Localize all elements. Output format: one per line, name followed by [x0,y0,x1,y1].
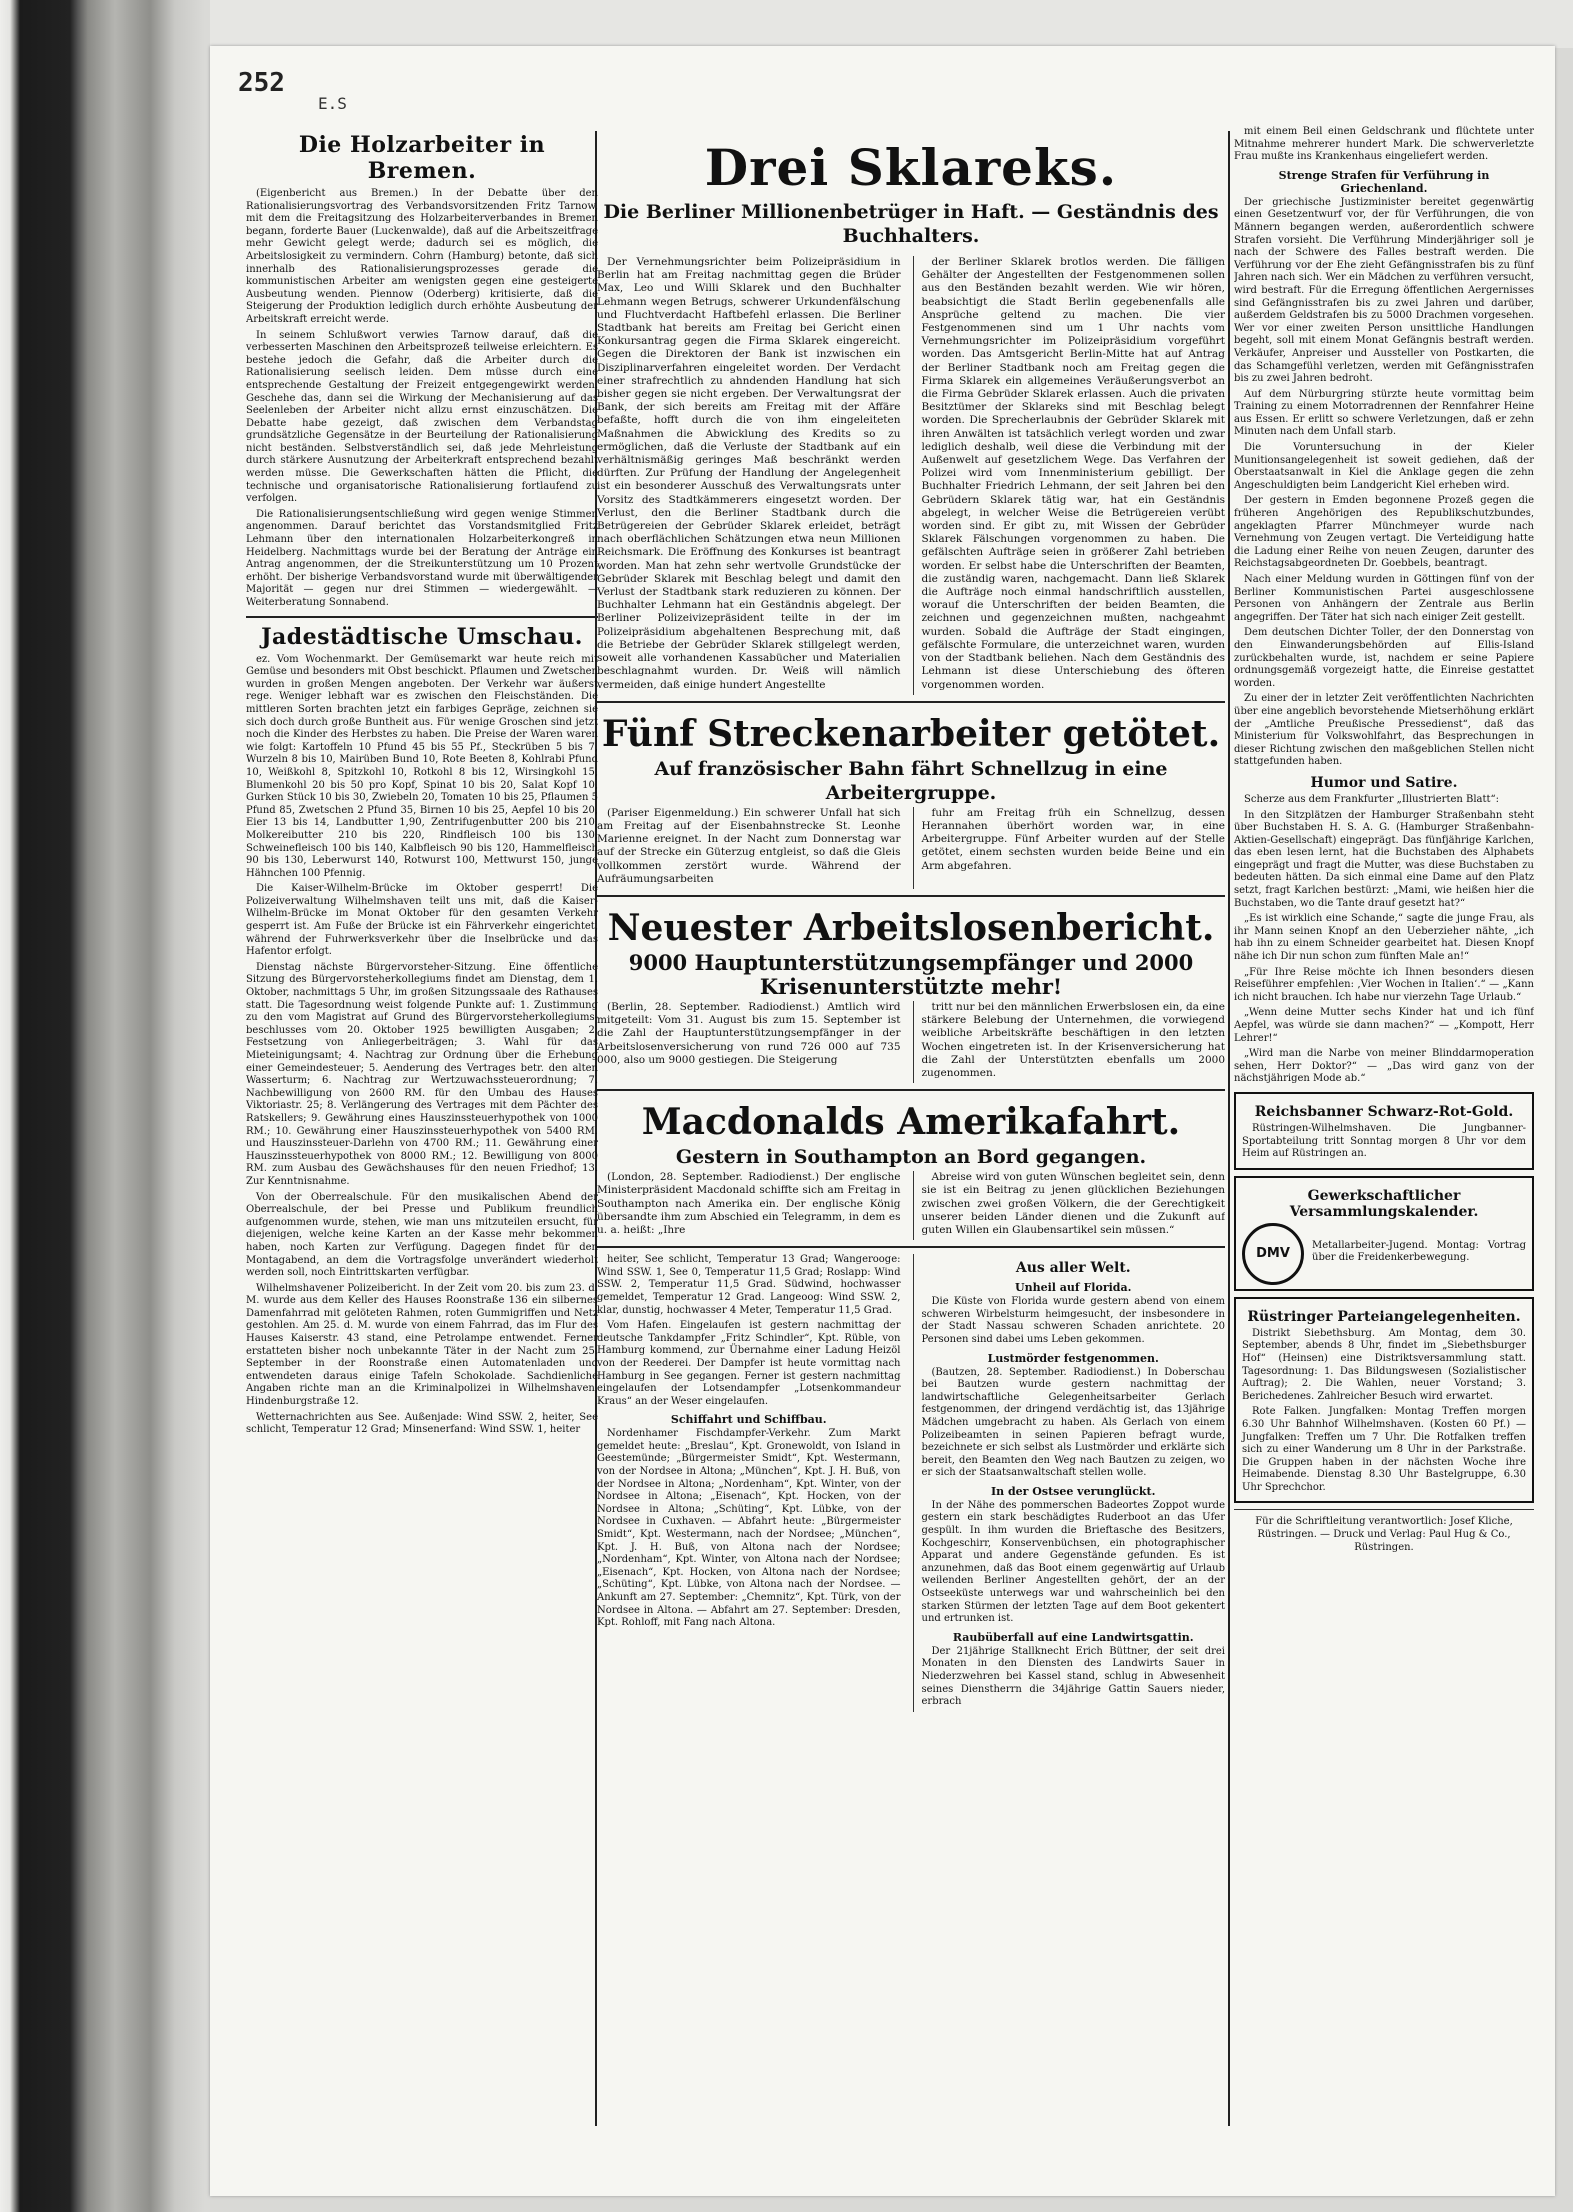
divider [597,895,1225,897]
imprint: Für die Schriftleitung verantwortlich: Josef Kliche, Rüstringen. — Druck und Verlag: Paul Hug & Co., Rüstringen. [1255,1516,1513,1553]
article-paragraph: (Eigenbericht aus Bremen.) In der Debatte über den Rationalisierungsvortrag des Verbandsvorsitzenden Fritz Tarnow, mit dem die Freitagsitzung des Holzarbeiterverbandes in Bremen begann, forderte Bauer (Luckenwalde), daß auf die Arbeitszeitfrage mehr Gewicht gelegt werde; dadurch sei es möglich, die Arbeitslosigkeit zu vermindern. Cohrn (Hamburg) betonte, daß sich innerhalb des Rationalisierungsprozesses gerade die kommunistischen Arbeiter am wenigsten gegen eine gesteigerte Ausbeutung wenden. Piennow (Oderberg) kritisierte, daß die Steigerung der Produktion lediglich durch erhöhte Ausbeutung der Arbeitskraft erreicht werde. [246,188,598,325]
page-number: 252 [238,68,285,98]
article-paragraph: Von der Oberrealschule. Für den musikalischen Abend der Oberrealschule, der bei Presse und Publikum freundlich aufgenommen wurde, stehen, wie man uns mitzuteilen ersucht, für diejenigen, welche keine Karten an der Kasse mehr bekommen haben, noch Karten zur Verfügung. Dagegen findet für den Montagabend, an dem die Vortragsfolge unverändert wiederholt werden soll, noch Eintrittskarten verfügbar. [246,1191,598,1279]
divider [597,1089,1225,1091]
article-paragraph: der Berliner Sklarek brotlos werden. Die fälligen Gehälter der Angestellten der Festgenommenen sollen aus den Beständen bezahlt werden. Wie wir hören, beabsichtigt die Stadt Berlin gegebenenfalls alle Ansprüche geltend zu machen. Die vier Festgenommenen sind um 1 Uhr nachts vom Vernehmungsrichter im Polizeipräsidium vorgeführt worden. Das Amtsgericht Berlin-Mitte hat auf Antrag der Berliner Stadtbank noch am Freitag gegen die Firma Sklarek ein allgemeines Veräußerungsverbot an die Firma Gebrüder Sklarek erlassen. Auch die privaten Besitztümer der Sklareks sind mit Beschlag belegt worden. Die Sprecherlaubnis der Gebrüder Sklarek mit ihren Anwälten ist tatsächlich verlegt worden und zwar lediglich deshalb, weil diese die Verbindung mit der Außenwelt auf gesetzlichem Wege. Das Verfahren der Polizei wird vom Innenministerium gebilligt. Der Buchhalter Friedrich Lehmann, der seit Jahren bei den Gebrüdern Sklarek tätig war, hat ein Geständnis abgelegt, in welcher Weise die Betrügereien verübt worden sind. Er gibt zu, mit Wissen der Gebrüder Sklarek Fälschungen vorgenommen zu haben. Die gefälschten Aufträge seien in größerer Zahl betrieben worden. Er selbst habe die Unterschriften der Beamten, die zuständig waren, nachgemacht. Dann ließ Sklarek die Aufträge noch einmal handschriftlich ausstellen, worauf die Unterschriften der beiden Beamten, die zeichnen und gegenzeichnen mußten, nachgeahmt wurden. Sobald die Aufträge der Stadt eingingen, gefälschte Formulare, die unterzeichnet waren, wurden von der Stadtbank beliehen. Nach dem Geständnis des Lehmann ist diese Unterschiebung des öfteren vorgenommen worden. [921,256,1225,691]
article-paragraph: Der gestern in Emden begonnene Prozeß gegen die früheren Angehörigen des Republikschutzbundes, angeklagten Pfarrer Münchmeyer wurde nach Vernehmung von Zeugen vertagt. Die Verteidigung hatte die Ladung einer Reihe von neuen Zeugen, darunter des Reichstagsabgeordneten Dr. Goebbels, beantragt. [1234,495,1534,570]
subheadline: 9000 Hauptunterstützungsempfänger und 2000 Krisenunterstützte mehr! [628,949,1194,999]
item-title: Lustmörder festgenommen. [987,1351,1159,1365]
article-paragraph: Die Kaiser-Wilhelm-Brücke im Oktober gesperrt! Die Polizeiverwaltung Wilhelmshaven teilt uns mit, daß die Kaiser-Wilhelm-Brücke im Monat Oktober für den gesamten Verkehr gesperrt ist. Am Fuße der Brücke ist ein Fährverkehr eingerichtet, während der Fuhrwerksverkehr über die Inselbrücke und das Hafentor erfolgt. [246,883,598,958]
newspaper-page [210,46,1555,2196]
article-paragraph: Scherze aus dem Frankfurter „Illustrierten Blatt“: [1244,793,1500,805]
subheadline: Die Berliner Millionenbetrüger in Haft. — Geständnis des Buchhalters. [603,201,1219,247]
notice-text: Rüstringen-Wilhelmshaven. Die Jungbanner-Sportabteilung tritt Sonntag morgen 8 Uhr vor dem Heim auf Rüstringen an. [1242,1122,1526,1160]
notice-title: Rüstringer Parteiangelegenheiten. [1247,1308,1521,1325]
lower-section [597,1254,1225,1712]
notice-text: Rote Falken. Jungfalken: Montag Treffen morgen 6.30 Uhr Bahnhof Wilhelmshaven. (Kosten 60 Pf.) — Jungfalken: Treffen um 7 Uhr. Die Rotfalken treffen sich zu einer Wanderung um 8 Uhr in der Parkstraße. Die Gruppen haben in der nächsten Woche ihre Heimabende. Dienstag 8.30 Uhr Bastelgruppe, 6.30 Uhr Sprechchor. [1242,1406,1526,1493]
article-paragraph: Die Voruntersuchung in der Kieler Munitionsangelegenheit ist soweit gediehen, daß der Oberstaatsanwalt in Kiel die Anklage gegen die zehn Angeschuldigten beim Landgericht Kiel erheben wird. [1234,442,1534,491]
subheadline: Auf französischer Bahn fährt Schnellzug in eine Arbeitergruppe. [654,757,1168,804]
article-paragraph: Der griechische Justizminister bereitet gegenwärtig einen Gesetzentwurf vor, der für Verführungen, die von Männern begangen werden, außerordentlich schwere Strafen vorsieht. Die Verführung Minderjähriger soll je nach der Schwere des Falles bestraft werden. Die Verführung vor der Ehe zieht Gefängnisstrafen bis zu fünf Jahren nach sich. Wer ein Mädchen zu verführen versucht, wird bestraft. Für die Erregung öffentlichen Aergernisses sind Gefängnisstrafen bis zu zwei Jahren und darüber, außerdem Geldstrafen bis zu 5000 Drachmen vorgesehen. Wer vor einer zweiten Person unsittliche Handlungen begeht, soll mit einem Monat Gefängnis bestraft werden. Verkäufer, Anpreiser und Aussteller von Postkarten, die das Schamgefühl verletzen, werden mit Gefängnisstrafen bis zu zwei Jahren bedroht. [1234,196,1534,385]
article-body [597,1171,1225,1240]
subheadline: Gestern in Southampton an Bord gegangen. [675,1146,1147,1169]
column-rule [1228,131,1230,2126]
headline: Neuester Arbeitslosenbericht. [607,906,1215,949]
page-mark: E.S [318,94,347,113]
article-paragraph: Der 21jährige Stallknecht Erich Büttner, der seit drei Monaten in den Diensten des Landwirts Sauer in Niederzwehren bei Kassel stand, schlug in Abwesenheit seines Dienstherrn die 34jährige Gattin Sauers nieder, erbrach [921,1645,1225,1708]
headline: Macdonalds Amerikafahrt. [641,1101,1181,1144]
left-column [246,126,598,2126]
article-paragraph: Die Rationalisierungsentschließung wird gegen wenige Stimmen angenommen. Darauf berichtet das Vorstandsmitglied Fritz Lehmann über den internationalen Holzarbeiterkongreß in Heidelberg. Nachmittags wurde bei der Beratung der Anträge ein Antrag angenommen, der die Streikunterstützung um 10 Prozent erhöht. Der bisherige Verbandsvorstand wurde mit überwältigender Majorität — gegen nur drei Stimmen — wiedergewählt. — Weiterberatung Sonnabend. [246,508,598,608]
divider [1234,1509,1534,1510]
notice-text: Metallarbeiter-Jugend. Montag: Vortrag über die Freidenkerbewegung. [1312,1239,1526,1264]
article-paragraph: „Für Ihre Reise möchte ich Ihnen besonders diesen Reiseführer empfehlen: ‚Vier Wochen in Italien‘.“ — „Kann ich nicht brauchen. Ich habe nur vierzehn Tage Urlaub.“ [1234,966,1534,1003]
article-paragraph: (Bautzen, 28. September. Radiodienst.) In Doberschau bei Bautzen wurde gestern nachmittag der landwirtschaftliche Gelegenheitsarbeiter Gerlach festgenommen, der dringend verdächtig ist, das 13jährige Mädchen umgebracht zu haben. Als Gerlach von einem Polizeibeamten in seinen Papieren befragt wurde, bezeichnete er sich selbst als Lustmörder und erklärte sich bereit, den Beamten den Weg nach Bautzen zu zeigen, wo er sich der Staatsanwaltschaft stellen wolle. [921,1366,1225,1479]
article-paragraph: „Wenn deine Mutter sechs Kinder hat und ich fünf Aepfel, was würde sie dann machen?“ — „Kompott, Herr Lehrer!“ [1234,1007,1534,1044]
article-paragraph: Zu einer der in letzter Zeit veröffentlichten Nachrichten über eine angeblich bevorstehende Mietserhöhung erklärt der „Amtliche Preußische Pressedienst“, daß das Ministerium für Volkswohlfahrt, das Besprechungen in dieser Richtung zwischen den maßgeblichen Stellen nicht stattgefunden haben. [1234,693,1534,768]
notice-text: Distrikt Siebethsburg. Am Montag, dem 30. September, abends 8 Uhr, findet im „Siebethsburger Hof“ (Heinsen) eine Distriktsversammlung statt. Tagesordnung: 1. Das Bildungswesen (Sozialistischer Auftrag); 2. Die Wahlen, neuer Vorstand; 3. Berichedenes. Zahlreicher Besuch wird erwartet. [1242,1327,1526,1402]
article-paragraph: (Pariser Eigenmeldung.) Ein schwerer Unfall hat sich am Freitag auf der Eisenbahnstrecke St. Leonhe Marienne ereignet. In der Nacht zum Donnerstag war auf der Strecke ein Güterzug entgleist, so daß die Gleis vollkommen zerstört wurde. Während der Aufräumungsarbeiten [597,806,901,885]
article-paragraph: ez. Vom Wochenmarkt. Der Gemüsemarkt war heute reich mit Gemüse und besonders mit Obst beschickt. Pflaumen und Zwetschen wurden in großen Mengen angeboten. Der Verkehr war äußerst rege. Weniger lebhaft war es zwischen den Fleischständen. Die mittleren Sorten brachten jetzt ein farbiges Gepräge, zeichnen sie sich doch durch große Buntheit aus. Für wenige Groschen sind jetzt noch die Kinder des Herbstes zu haben. Die Preise der Waren waren wie folgt: Kartoffeln 10 Pfund 45 bis 55 Pf., Steckrüben 5 bis 7, Wurzeln 8 bis 10, Mairüben Bund 10, Rote Beeten 8, Kohlrabi Pfund 10, Weißkohl 8, Spitzkohl 10, Rotkohl 8 bis 12, Wirsingkohl 15, Blumenkohl 20 bis 50 pro Kopf, Spinat 10 bis 20, Salat Kopf 10, Gurken Stück 10 bis 30, Zwiebeln 20, Tomaten 10 bis 25, Pflaumen 5 Pfund 85, Zwetschen 2 Pfund 35, Birnen 10 bis 25, Aepfel 10 bis 20, Eier 13 bis 14, Landbutter 1,90, Zentrifugenbutter 200 bis 210, Molkereibutter 210 bis 220, Rindfleisch 100 bis 130, Schweinefleisch 100 bis 140, Kalbfleisch 90 bis 120, Hammelfleisch 90 bis 130, Leberwurst 140, Rotwurst 100, Mettwurst 150, junge Hähnchen 100 Pfennig. [246,653,598,879]
article-paragraph: Nordenhamer Fischdampfer-Verkehr. Zum Markt gemeldet heute: „Breslau“, Kpt. Gronewoldt, von Island in Geestemünde; „Bürgermeister Smidt“, Kpt. Westermann, von der Nordsee in Altona; „München“, Kpt. J. H. Buß, von der Nordsee in Altona; „Nordenham“, Kpt. Winter, von der Nordsee in Altona; „Eisenach“, Kpt. Hocken, von der Nordsee in Altona; „Schüting“, Kpt. Lübke, von der Nordsee in Cuxhaven. — Abfahrt heute: „Bürgermeister Smidt“, Kpt. Westermann, nach der Nordsee; „München“, Kpt. J. H. Buß, von Altona nach der Nordsee; „Nordenham“, Kpt. Winter, von Altona nach der Nordsee; „Eisenach“, Kpt. Hocken, von Altona nach der Nordsee; „Schüting“, Kpt. Lübke, von Altona nach der Nordsee. — Ankunft am 27. September: „Chemnitz“, Kpt. Türk, von der Nordsee in Altona. — Abfahrt am 27. September: Dresden, Kpt. Rohloff, mit Fang nach Altona. [597,1428,901,1629]
section-title: Humor und Satire. [1310,774,1458,791]
notice-row [1242,1223,1526,1285]
article-paragraph: Wilhelmshavener Polizeibericht. In der Zeit vom 20. bis zum 23. d. M. wurde aus dem Keller des Hauses Roonstraße 136 ein silbernes Damenfahrrad mit gelöteten Rahmen, roten Gummigriffen und Netz gestohlen. Am 25. d. M. wurde von einem Fahrrad, das im Flur des Hauses Kaiserstr. 43 stand, eine Petrolampe entwendet. Ferner erstatteten bisher noch unbekannte Täter in der Nacht zum 25. September in der Roonstraße einen Automatenladen und entwendeten daraus einige Tafeln Schokolade. Sachdienliche Angaben richte man an die Kriminalpolizei in Wilhelmshaven, Hindenburgstraße 12. [246,1282,598,1408]
divider [597,701,1225,703]
item-title: Strenge Strafen für Verführung in Griechenland. [1278,168,1490,195]
right-column [1234,126,1534,2126]
article-paragraph: In den Sitzplätzen der Hamburger Straßenbahn steht über Buchstaben H. S. A. G. (Hamburger Straßenbahn-Aktien-Gesellschaft) eingeprägt. Das fünfjährige Karlchen, das eben lesen lernt, hat die Buchstaben des Alphabets eingeprägt und fragt die Mutter, was diese Buchstaben zu bedeuten hätten. Da sich einmal eine Dame auf den Platz setzt, fragt Karlchen bestürzt: „Mami, wie heißen hier die Buchstaben, wo die Tante drauf gesetzt hat?“ [1234,809,1534,909]
article-paragraph: „Wird man die Narbe von meiner Blinddarmoperation sehen, Herr Doktor?“ — „Das wird ganz von der nächstjährigen Mode ab.“ [1234,1048,1534,1085]
article-body [597,807,1225,889]
article-body [597,256,1225,695]
notice-title: Reichsbanner Schwarz-Rot-Gold. [1254,1103,1514,1120]
article-paragraph: Nach einer Meldung wurden in Göttingen fünf von der Berliner Kommunistischen Partei ausgeschlossene Personen von Anhängern der Zentrale aus Berlin angegriffen. Der Täter hat sich nach einiger Zeit gestellt. [1234,574,1534,623]
article-paragraph: heiter, See schlicht, Temperatur 13 Grad; Wangerooge: Wind SSW. 1, See 0, Temperatur 11,5 Grad; Roslapp: Wind SSW. 2, Temperatur 11,5 Grad. Südwind, hochwasser gemeldet, Temperatur 12 Grad. Langeoog: Wind SSW. 2, klar, dunstig, hochwasser 4 Meter, Temperatur 11,5 Grad. [597,1254,901,1316]
notice-box [1234,1092,1534,1170]
article-paragraph: Vom Hafen. Eingelaufen ist gestern nachmittag der deutsche Tankdampfer „Fritz Schindler“, Kpt. Rüble, von Hamburg kommend, zur Übernahme einer Ladung Heizöl von der Reederei. Der Dampfer ist heute vormittag nach Hamburg in See gegangen. Ferner ist gestern nachmittag eingelaufen der Lotsendampfer „Lotsenkommandeur Kraus“ an der Weser eingelaufen. [597,1320,901,1407]
divider [597,1246,1225,1248]
book-binding [0,0,210,2212]
scan-background [210,0,1573,48]
article-paragraph: (London, 28. September. Radiodienst.) Der englische Ministerpräsident Macdonald schiffte sich am Freitag in Southampton nach Amerika ein. Der englische König übersandte ihm zum Abschied ein Telegramm, in dem es u. a. heißt: „Ihre [597,1171,901,1236]
item-title: Unheil auf Florida. [1015,1281,1132,1295]
notice-box [1234,1297,1534,1504]
article-paragraph: (Berlin, 28. September. Radiodienst.) Amtlich wird mitgeteilt: Vom 31. August bis zum 15. September ist die Zahl der Hauptunterstützungsempfänger in der Arbeitslosenversicherung von rund 726 000 auf 735 000, also um 9000 gestiegen. Die Steigerung [597,1000,901,1066]
section-title: Aus aller Welt. [1015,1260,1131,1277]
article-paragraph: fuhr am Freitag früh ein Schnellzug, dessen Herannahen überhört worden war, in eine Arbeitergruppe. Fünf Arbeiter wurden auf der Stelle getötet, einem sechsten wurden beide Beine und ein Arm abgefahren. [921,806,1225,872]
article-paragraph: tritt nur bei den männlichen Erwerbslosen ein, da eine stärkere Belebung der Unternehmen, die vorwiegend weibliche Arbeitskräfte beschäftigen in den letzten Wochen eingetreten ist. In der Krisenversicherung hat die Zahl der Unterstützten ebenfalls um 2000 zugenommen. [921,1000,1225,1079]
notice-box [1234,1176,1534,1291]
article-paragraph: Der Vernehmungsrichter beim Polizeipräsidium in Berlin hat am Freitag nachmittag gegen die Brüder Max, Leo und Willi Sklarek und den Buchhalter Lehmann wegen Betrugs, schwerer Urkundenfälschung und Fluchtverdacht Haftbefehl erlassen. Die Berliner Stadtbank hat bereits am Freitag bei Gericht einen Konkursantrag gegen die Firma Sklarek eingereicht. Gegen die Direktoren der Bank ist inzwischen ein Disziplinarverfahren eingeleitet worden. Der Verdacht einer strafrechtlich zu ahndenden Handlung hat sich bisher gegen sie nicht ergeben. Der Verwaltungsrat der Bank, der sich bereits am Freitag mit der Affäre befaßte, hofft durch die von ihm eingeleiteten Maßnahmen die Abwicklung des Kredits so zu ermöglichen, daß die Verluste der Stadtbank auf ein verhältnismäßig geringes Maß beschränkt werden dürften. Zur Prüfung der Handlung der Angelegenheit ist ein besonderer Ausschuß des Verwaltungsrats unter Vorsitz des Stadtkämmerers eingesetzt worden. Der Verlust, den die Berliner Stadtbank durch die Betrügereien der Gebrüder Sklarek erleidet, beträgt nach oberflächlichen Schätzungen etwa neun Millionen Reichsmark. Die Eröffnung des Konkurses ist beantragt worden. Man hat zehn sehr wertvolle Grundstücke der Gebrüder Sklarek mit Beschlag belegt und damit den Verlust der Stadtbank stark reduzieren zu können. Der Buchhalter Lehmann hat ein Geständnis abgelegt. Der Berliner Polizeivizepräsident teilte in der im Polizeipräsidium abgehaltenen Besprechung mit, daß die Betriebe der Gebrüder Sklarek stillgelegt werden, soweit alle vorhandenen Kassabücher und Materialien beschlagnahmt wurden. Dr. Weiß will nämlich vermeiden, daß einige hundert Angestellte [597,256,901,691]
headline: Drei Sklareks. [704,138,1118,197]
article-title: Die Holzarbeiter in Bremen. [298,132,546,184]
article-paragraph: In seinem Schlußwort verwies Tarnow darauf, daß die verbesserten Maschinen den Arbeitsprozeß teilweise erleichtern. Es bestehe jedoch die Gefahr, daß die Arbeiter durch die Rationalisierung seelisch leiden. Dem müsse durch eine entsprechende Gestaltung der Freizeit entgegengewirkt werden. Geschehe das, dann sei die Wirkung der Mechanisierung auf das Seelenleben der Arbeiter nicht allzu ernst einzuschätzen. Die Debatte habe gezeigt, daß zwischen dem Verbandstag grundsätzliche Gegensätze in der Beurteilung der Rationalisierung nicht beständen. Selbstverständlich sei, daß jede Mehrleistung durch stärkere Ausnutzung der Arbeiterkraft entsprechend bezahlt werden müsse. Die Gewerkschaften hätten die Pflicht, die technische und organisatorische Rationalisierung fortlaufend zu verfolgen. [246,329,598,505]
article-paragraph: Auf dem Nürburgring stürzte heute vormittag beim Training zu einem Motorradrennen der Rennfahrer Heine aus Essen. Er erlitt so schwere Verletzungen, daß er zehn Minuten nach dem Unfall starb. [1234,388,1534,438]
headline: Fünf Streckenarbeiter getötet. [601,712,1221,755]
article-paragraph: „Es ist wirklich eine Schande,“ sagte die junge Frau, als ihr Mann seinen Knopf an den Ueberzieher nähte, „ich hab ihn zu einem Schneider gearbeitet hat. Diesen Knopf nähe ich Dir nun schon zum fünften Male an!“ [1234,913,1534,963]
divider [246,616,598,618]
article-paragraph: Die Küste von Florida wurde gestern abend von einem schweren Wirbelsturm heimgesucht, der insbesondere in der Stadt Nassau schweren Schaden anrichtete. 20 Personen sind dabei ums Leben gekommen. [921,1296,1225,1345]
section-subtitle: Schiffahrt und Schiffbau. [670,1413,827,1427]
item-title: Raubüberfall auf eine Landwirtsgattin. [952,1630,1194,1644]
article-paragraph: In der Nähe des pommerschen Badeortes Zoppot wurde gestern ein stark beschädigtes Ruderboot an das Ufer gespült. In ihm wurden die Brieftasche des Besitzers, Kochgeschirr, Konservenbüchsen, ein photographischer Apparat und andere Gegenstände gefunden. Es ist anzunehmen, daß das Boot einem gegenwärtig auf Urlaub weilenden Berliner Angestellten gehört, der an der Ostseeküste unterwegs war und wahrscheinlich bei den starken Stürmen der letzten Tage auf dem Boot gekentert und ertrunken ist. [921,1499,1225,1625]
union-logo-icon: DMV [1242,1223,1304,1285]
item-title: In der Ostsee verunglückt. [991,1484,1156,1498]
article-body [597,1001,1225,1083]
center-column [597,126,1225,2126]
section-title: Jadestädtische Umschau. [261,623,583,650]
article-paragraph: Dienstag nächste Bürgervorsteher-Sitzung. Eine öffentliche Sitzung des Bürgervorsteherkollegiums findet am Dienstag, dem 1. Oktober, nachmittags 5 Uhr, im großen Sitzungssaale des Rathauses statt. Die Tagesordnung weist folgende Punkte auf: 1. Zustimmung zu den vom Magistrat auf Grund des Bürgervorsteherkollegiums-beschlusses vom 20. Oktober 1925 bewilligten Ausgaben; 2. Festsetzung von Anliegerbeiträgen; 3. Wahl für das Mieteinigungsamt; 4. Nachtrag zur Ordnung über die Erhebung einer Gemeindesteuer; 5. Aenderung des Vertrages betr. den alten Wasserturm; 6. Nachtrag zur Wertzuwachssteuerordnung; 7. Nachbewilligung von 2600 RM. für den Umbau des Hauses Viktoriastr. 25; 8. Verlängerung des Vertrages mit dem Pächter des Ratskellers; 9. Gewährung eines Hauszinssteuerhypothek von 1000 RM.; 10. Gewährung einer Hauszinssteuerhypothek von 5400 RM. und Hauszinssteuer-Darlehn von 4700 RM.; 11. Gewährung einer Hauszinssteuerhypothek von 8000 RM.; 12. Bewilligung von 8000 RM. zum Ausbau des Gewächshauses für den neuen Friedhof; 13. Zur Kenntnisnahme. [246,961,598,1187]
notice-title: Gewerkschaftlicher Versammlungskalender. [1289,1187,1479,1220]
article-paragraph: mit einem Beil einen Geldschrank und flüchtete unter Mitnahme mehrerer hundert Mark. Die schwerverletzte Frau mußte ins Krankenhaus eingeliefert werden. [1234,126,1534,163]
article-paragraph: Abreise wird von guten Wünschen begleitet sein, denn sie ist ein Beitrag zu jenen glücklichen Beziehungen zwischen zwei großen Völkern, die der Gerechtigkeit unserer beiden Länder dienen und die Zukunft auf guten Willen ein Glaubensartikel sein müssen.“ [921,1171,1225,1236]
article-paragraph: Dem deutschen Dichter Toller, der den Donnerstag von den Einwanderungsbehörden auf Ellis-Island zurückbehalten wurde, ist, nachdem er seine Papiere ordnungsgemäß vorgezeigt hatte, die Einreise gestattet worden. [1234,627,1534,689]
article-paragraph: Wetternachrichten aus See. Außenjade: Wind SSW. 2, heiter, See schlicht, Temperatur 12 Grad; Minsenerfand: Wind SSW. 1, heiter [246,1411,598,1436]
